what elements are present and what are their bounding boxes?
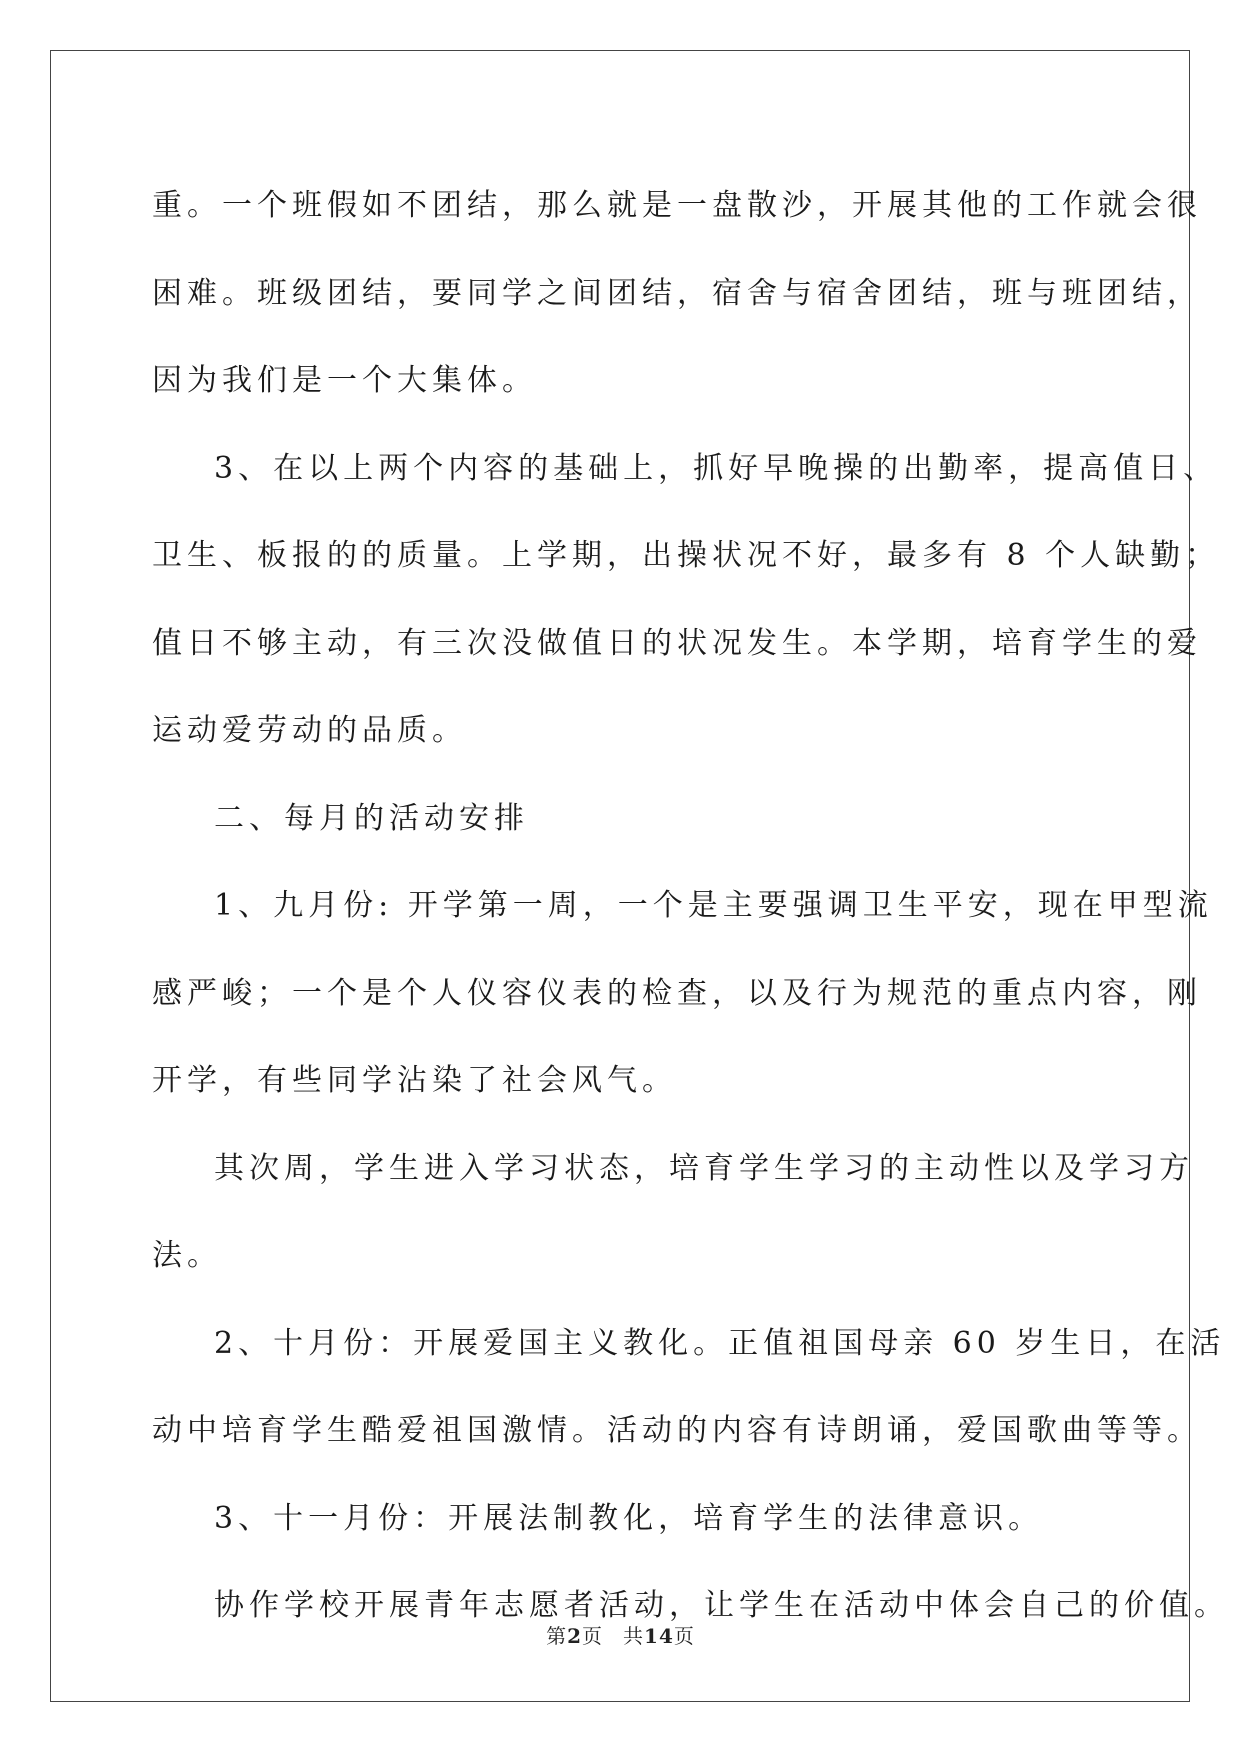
text-line-13: 法。 — [152, 1238, 222, 1273]
body-text — [152, 162, 1229, 1650]
text-line-10: 感严峻；一个是个人仪容仪表的检查，以及行为规范的重点内容，刚 — [152, 975, 1202, 1011]
footer-total-suffix: 页 — [673, 1624, 695, 1648]
text-line-2: 困难。班级团结，要同学之间团结，宿舍与宿舍团结，班与班团结， — [152, 275, 1202, 311]
document-body — [152, 162, 1229, 1650]
text-line-3: 因为我们是一个大集体。 — [152, 363, 537, 398]
text-line-7: 运动爱劳动的品质。 — [152, 713, 467, 748]
section-heading: 二、每月的活动安排 — [214, 800, 529, 836]
footer-total-pages: 14 — [644, 1624, 674, 1648]
text-line-12: 其次周，学生进入学习状态，培育学生学习的主动性以及学习方 — [214, 1150, 1194, 1186]
text-line-5: 卫生、板报的的质量。上学期，出操状况不好，最多有 8 个人缺勤； — [152, 538, 1221, 573]
text-line-11: 开学，有些同学沾染了社会风气。 — [152, 1063, 677, 1098]
text-line-14: 2、十月份：开展爱国主义教化。正值祖国母亲 60 岁生日，在活 — [214, 1325, 1226, 1361]
text-line-16: 3、十一月份：开展法制教化，培育学生的法律意识。 — [214, 1500, 1044, 1536]
footer-prefix: 第 — [546, 1624, 568, 1648]
text-line-15: 动中培育学生酷爱祖国激情。活动的内容有诗朗诵，爱国歌曲等等。 — [152, 1413, 1202, 1448]
text-line-6: 值日不够主动，有三次没做值日的状况发生。本学期，培育学生的爱 — [152, 625, 1202, 661]
text-line-4: 3、在以上两个内容的基础上，抓好早晚操的出勤率，提高值日、 — [214, 450, 1219, 486]
text-line-17: 协作学校开展青年志愿者活动，让学生在活动中体会自己的价值。 — [214, 1588, 1229, 1623]
footer-page-suffix: 页 — [582, 1624, 604, 1648]
footer-total-prefix: 共 — [623, 1624, 645, 1648]
page-footer — [0, 1620, 1241, 1649]
text-line-9: 1、九月份: 开学第一周，一个是主要强调卫生平安，现在甲型流 — [214, 888, 1213, 923]
text-line-1: 重。一个班假如不团结，那么就是一盘散沙，开展其他的工作就会很 — [152, 188, 1202, 223]
footer-page-number: 2 — [567, 1624, 583, 1648]
